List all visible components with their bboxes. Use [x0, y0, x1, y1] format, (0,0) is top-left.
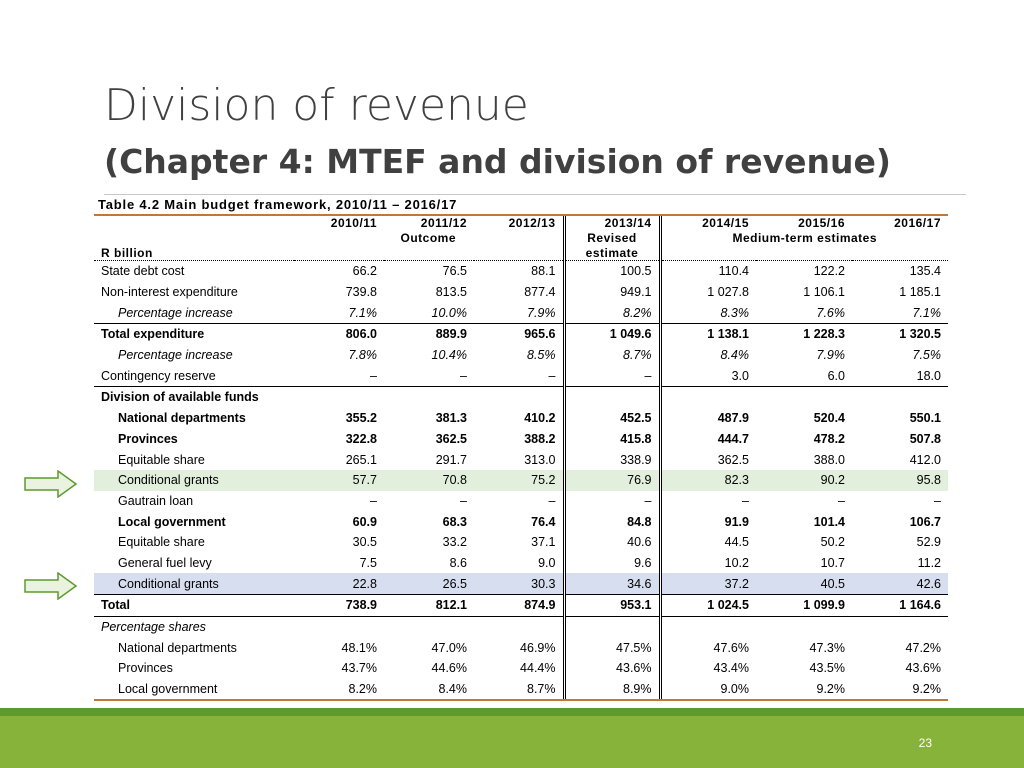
cell-value: 6.0 [827, 368, 845, 383]
cell-value: 8.7% [527, 682, 556, 697]
cell-value: 52.9 [916, 535, 941, 550]
row-label: Non-interest expenditure [101, 285, 238, 300]
year-header: 2015/16 [798, 216, 845, 230]
cell-value [660, 387, 756, 408]
year-header: 2010/11 [330, 216, 377, 230]
table-row [94, 616, 948, 637]
cell-value [756, 387, 852, 408]
cell-value: 91.9 [660, 511, 756, 532]
table-row [94, 324, 948, 345]
cell-value: 10.0% [431, 305, 467, 320]
table-row [94, 429, 948, 450]
cell-value: 37.1 [531, 535, 556, 550]
year-header: 2011/12 [420, 216, 467, 230]
row-label: National departments [118, 640, 237, 655]
cell-value: 122.2 [813, 264, 845, 279]
cell-value: – [838, 493, 845, 508]
cell-value: 265.1 [345, 452, 377, 467]
table-body [94, 261, 948, 700]
cell-value: 381.3 [435, 411, 467, 426]
group-revised-2: estimate [564, 246, 660, 261]
cell-value [564, 616, 660, 637]
cell-value: 42.6 [852, 573, 948, 594]
cell-value: 738.9 [294, 595, 384, 617]
row-label: Local government [118, 682, 218, 697]
cell-value: 30.3 [474, 573, 564, 594]
cell-value: 874.9 [474, 595, 564, 617]
cell-value: 388.2 [524, 431, 556, 446]
unit-header-row [94, 246, 948, 261]
year-header: 2016/17 [894, 216, 941, 230]
cell-value: 291.7 [435, 452, 467, 467]
year-header: 2014/15 [660, 216, 756, 230]
cell-value: 43.7% [341, 661, 377, 676]
table-row [94, 679, 948, 700]
cell-value: 9.0% [660, 679, 756, 700]
cell-value: 8.5% [527, 348, 556, 363]
cell-value: – [660, 491, 756, 512]
cell-value: 1 106.1 [803, 285, 845, 300]
cell-value: 47.6% [660, 637, 756, 658]
cell-value: 11.2 [917, 555, 941, 570]
cell-value: 412.0 [909, 452, 941, 467]
cell-value: 550.1 [909, 411, 941, 426]
cell-value: 7.9% [527, 305, 556, 320]
slide-subtitle: (Chapter 4: MTEF and division of revenue) [104, 142, 891, 181]
cell-value: 812.1 [384, 595, 474, 617]
cell-value: 362.5 [660, 449, 756, 470]
cell-value: 44.4% [520, 661, 556, 676]
cell-value: 9.0 [538, 555, 556, 570]
slide-title: Division of revenue [104, 80, 529, 131]
cell-value: 57.7 [294, 470, 384, 491]
table-row [94, 345, 948, 366]
cell-value: 1 099.9 [756, 595, 852, 617]
cell-value: 7.6% [816, 305, 845, 320]
cell-value: 88.1 [531, 264, 556, 279]
cell-value: 76.9 [564, 470, 660, 491]
cell-value [474, 616, 564, 637]
cell-value: 68.3 [442, 514, 467, 529]
cell-value: 739.8 [345, 285, 377, 300]
table-row [94, 511, 948, 532]
cell-value: 8.2% [348, 682, 377, 697]
cell-value: 44.5 [660, 532, 756, 553]
cell-value: 7.1% [348, 305, 377, 320]
cell-value: 806.0 [294, 324, 384, 345]
cell-value: 40.5 [756, 573, 852, 594]
cell-value: 10.4% [431, 348, 467, 363]
cell-value: 322.8 [345, 431, 377, 446]
cell-value: 1 164.6 [852, 595, 948, 617]
year-header: 2013/14 [564, 216, 660, 230]
cell-value: – [548, 493, 556, 508]
cell-value: 100.5 [564, 261, 660, 282]
cell-value: 8.4% [438, 682, 467, 697]
row-label: Equitable share [118, 535, 205, 550]
year-header-row [94, 216, 948, 230]
cell-value: 50.2 [820, 535, 845, 550]
cell-value: 47.2% [905, 640, 941, 655]
row-label: Gautrain loan [118, 493, 194, 508]
cell-value: 520.4 [813, 411, 845, 426]
cell-value: 48.1% [341, 640, 377, 655]
group-revised: Revised [564, 230, 660, 246]
cell-value: 47.0% [431, 640, 467, 655]
cell-value [474, 387, 564, 408]
cell-value: 9.2% [912, 682, 941, 697]
cell-value: – [934, 493, 941, 508]
cell-value: 135.4 [909, 264, 941, 279]
cell-value [294, 387, 384, 408]
cell-value [756, 616, 852, 637]
cell-value: 47.3% [809, 640, 845, 655]
cell-value: 1 185.1 [899, 285, 941, 300]
cell-value [852, 387, 948, 408]
cell-value: 110.4 [660, 261, 756, 282]
cell-value: 76.5 [442, 264, 467, 279]
cell-value: 8.7% [564, 345, 660, 366]
cell-value: 7.5% [912, 348, 941, 363]
footer-stripe [0, 708, 1024, 716]
group-medium-term: Medium-term estimates [660, 230, 948, 246]
row-label: Total [94, 595, 294, 617]
cell-value: 3.0 [660, 365, 756, 386]
cell-value [294, 616, 384, 637]
table-row [94, 595, 948, 617]
cell-value: 1 049.6 [564, 324, 660, 345]
cell-value: 7.9% [816, 348, 845, 363]
cell-value: 7.8% [348, 348, 377, 363]
cell-value: 101.4 [813, 514, 845, 529]
cell-value: 8.2% [564, 302, 660, 323]
cell-value: 84.8 [564, 511, 660, 532]
row-label: Percentage shares [94, 616, 294, 637]
cell-value: – [564, 365, 660, 386]
title-divider [104, 194, 966, 195]
cell-value: 40.6 [564, 532, 660, 553]
cell-value: 362.5 [435, 431, 467, 446]
group-outcome: Outcome [400, 231, 456, 245]
table-row [94, 387, 948, 408]
row-label: Equitable share [118, 452, 205, 467]
cell-value: 43.5% [809, 661, 845, 676]
cell-value: – [460, 368, 467, 383]
cell-value: 22.8 [294, 573, 384, 594]
table-bottom-rule [94, 699, 948, 701]
cell-value: 43.4% [660, 658, 756, 679]
cell-value: 1 027.8 [660, 282, 756, 303]
cell-value: – [548, 368, 556, 383]
unit-label: R billion [94, 246, 294, 261]
cell-value: 949.1 [564, 282, 660, 303]
cell-value: 44.6% [431, 661, 467, 676]
table-row [94, 408, 948, 429]
cell-value: 9.2% [816, 682, 845, 697]
row-label: Percentage increase [118, 305, 233, 320]
cell-value: 47.5% [564, 637, 660, 658]
cell-value: 7.5 [359, 555, 377, 570]
table-caption: Table 4.2 Main budget framework, 2010/11 – 2016/17 [98, 197, 458, 212]
cell-value: 37.2 [660, 573, 756, 594]
cell-value [384, 387, 474, 408]
cell-value: 338.9 [564, 449, 660, 470]
cell-value: 33.2 [442, 535, 467, 550]
cell-value: 877.4 [524, 285, 556, 300]
footer-band [0, 708, 1024, 768]
cell-value: 10.7 [820, 555, 845, 570]
cell-value: 444.7 [660, 429, 756, 450]
table-row [94, 302, 948, 323]
row-label: Conditional grants [94, 573, 294, 594]
row-label: General fuel levy [118, 555, 212, 570]
table-row [94, 449, 948, 470]
cell-value: 507.8 [909, 431, 941, 446]
row-label: National departments [118, 411, 246, 426]
cell-value: 46.9% [520, 640, 556, 655]
page-number: 23 [918, 736, 932, 750]
cell-value: 388.0 [813, 452, 845, 467]
cell-value: 30.5 [352, 535, 377, 550]
cell-value: 1 138.1 [660, 324, 756, 345]
arrow-right-icon [24, 572, 78, 600]
cell-value: 8.3% [660, 302, 756, 323]
cell-value: 410.2 [524, 411, 556, 426]
group-header-row [94, 230, 948, 246]
cell-value: 18.0 [916, 368, 941, 383]
table-row [94, 365, 948, 386]
cell-value: 965.6 [474, 324, 564, 345]
cell-value: 8.6 [449, 555, 467, 570]
cell-value: 452.5 [564, 408, 660, 429]
year-header: 2012/13 [508, 216, 556, 230]
table-row [94, 282, 948, 303]
cell-value: 813.5 [435, 285, 467, 300]
cell-value: 76.4 [531, 514, 556, 529]
cell-value: 478.2 [813, 431, 845, 446]
table-row [94, 573, 948, 594]
cell-value: 415.8 [564, 429, 660, 450]
cell-value [384, 616, 474, 637]
cell-value: 889.9 [384, 324, 474, 345]
cell-value: 1 024.5 [660, 595, 756, 617]
cell-value: 70.8 [384, 470, 474, 491]
cell-value: 75.2 [474, 470, 564, 491]
row-label: Provinces [118, 431, 178, 446]
cell-value: 43.6% [564, 658, 660, 679]
table-row [94, 470, 948, 491]
cell-value: 313.0 [524, 452, 556, 467]
table-row [94, 491, 948, 512]
cell-value: 487.9 [660, 408, 756, 429]
row-label: Percentage increase [118, 348, 233, 363]
cell-value: 106.7 [909, 514, 941, 529]
row-label: Contingency reserve [101, 368, 216, 383]
cell-value: 10.2 [660, 553, 756, 574]
cell-value: 9.6 [564, 553, 660, 574]
table-row [94, 637, 948, 658]
table-row [94, 658, 948, 679]
row-label: Division of available funds [94, 387, 294, 408]
row-label: Total expenditure [94, 324, 294, 345]
cell-value: 34.6 [564, 573, 660, 594]
cell-value: 82.3 [660, 470, 756, 491]
cell-value: 355.2 [345, 411, 377, 426]
cell-value [564, 387, 660, 408]
cell-value: – [460, 493, 467, 508]
arrow-right-icon [24, 470, 78, 498]
cell-value: 95.8 [852, 470, 948, 491]
cell-value: 8.9% [564, 679, 660, 700]
row-label: Conditional grants [94, 470, 294, 491]
cell-value: 90.2 [756, 470, 852, 491]
cell-value: – [370, 493, 377, 508]
row-label: Provinces [118, 661, 173, 676]
cell-value: 7.1% [912, 305, 941, 320]
cell-value: 60.9 [352, 514, 377, 529]
table-row [94, 261, 948, 282]
cell-value: – [370, 368, 377, 383]
row-label: Local government [118, 514, 226, 529]
cell-value: 26.5 [384, 573, 474, 594]
cell-value: 1 228.3 [756, 324, 852, 345]
cell-value: 1 320.5 [852, 324, 948, 345]
row-label: State debt cost [101, 264, 185, 279]
cell-value: 8.4% [660, 345, 756, 366]
budget-table [94, 196, 948, 701]
table-row [94, 553, 948, 574]
cell-value: 43.6% [905, 661, 941, 676]
cell-value [660, 616, 756, 637]
cell-value: – [564, 491, 660, 512]
cell-value: 66.2 [352, 264, 377, 279]
cell-value [852, 616, 948, 637]
table-row [94, 532, 948, 553]
cell-value: 953.1 [564, 595, 660, 617]
